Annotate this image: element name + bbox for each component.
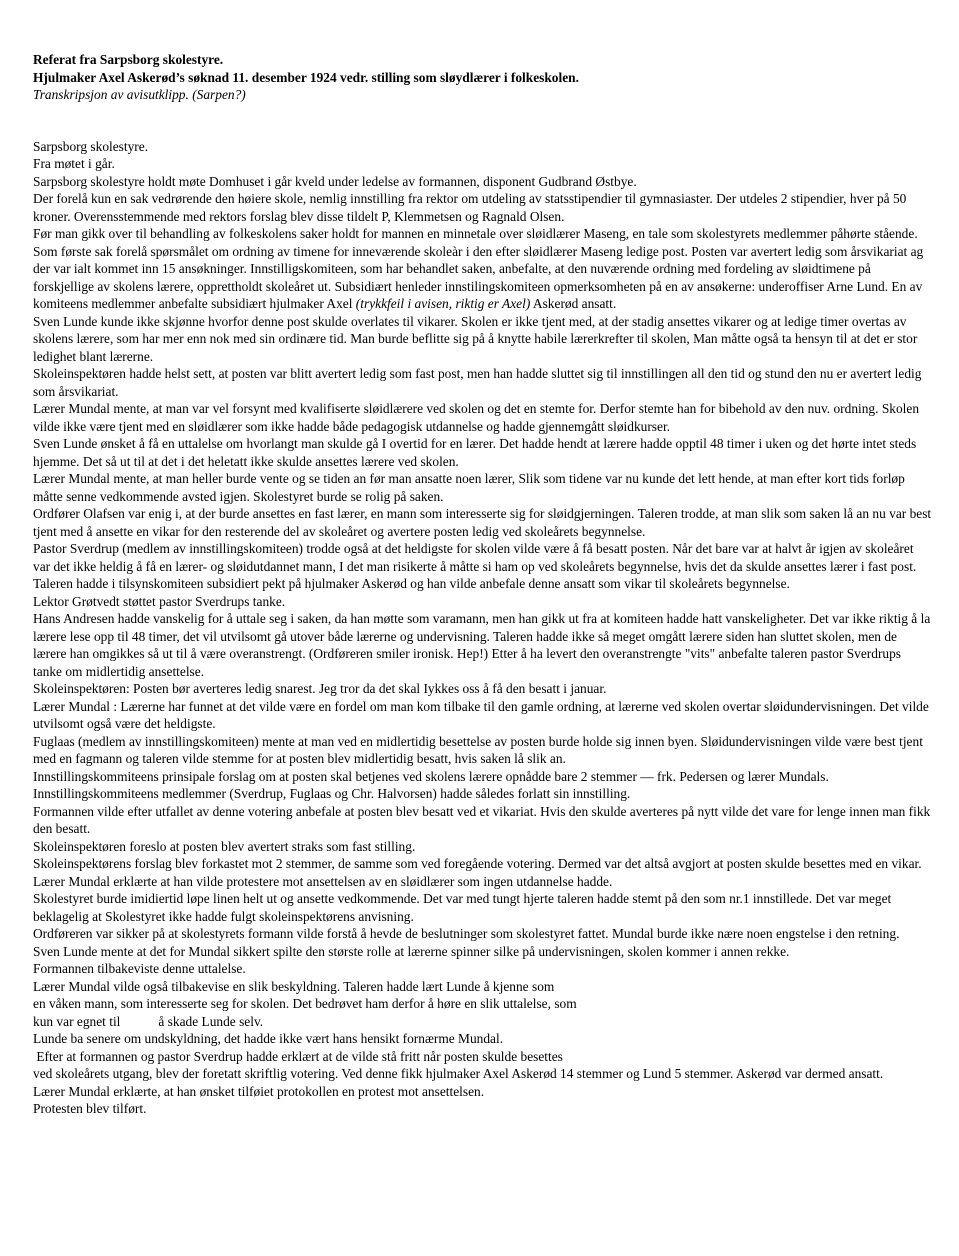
document-page xyxy=(33,51,933,1118)
paragraph xyxy=(33,1013,933,1031)
paragraph: Formannen vilde efter utfallet av denne votering anbefale at posten blev besatt ved et vikariat. Hvis den skulde averteres på nytt vilde det vare for lenge innen man fikk den besatt. xyxy=(33,803,931,836)
paragraph: Lærer Mundal erklærte, at han ønsket tilføiet protokollen en protest mot ansettelsen. xyxy=(33,1083,485,1099)
paragraph: Lærer Mundal mente, at man var vel forsynt med kvalifiserte sløidlærere ved skolen og det en stemte for. Derfor stemte han for bibehold av den nuv. ordning. Skolen vilde ikke være tjent med en sløidlærer som ikke hadde både pedagogisk utdannelse og hadde gjennemgått sløidkurser. xyxy=(33,401,920,434)
paragraph: Protesten blev tilført. xyxy=(33,1101,147,1116)
paragraph: Lærer Mundal erklærte at han vilde protestere mot ansettelsen av en sløidlærer som ingen utdannelse hadde. xyxy=(33,873,613,889)
paragraph: Lunde ba senere om undskyldning, det hadde ikke vært hans hensikt fornærme Mundal. xyxy=(33,1031,504,1046)
paragraph: Ordføreren var sikker på at skolestyrets formann vilde forstå å hevde de beslutninger som skolestyret fattet. Mundal burde ikke nære noen engstelse i den retning. xyxy=(33,926,900,941)
document-subtitle: Hjulmaker Axel Askerød’s søknad 11. desember 1924 vedr. stilling som sløydlærer i folkeskolen. xyxy=(33,69,579,85)
document-title: Referat fra Sarpsborg skolestyre. xyxy=(33,52,224,67)
paragraph: Skoleinspektøren foreslo at posten blev avertert straks som fast stilling. xyxy=(33,838,416,854)
paragraph: Fra møtet i går. xyxy=(33,156,115,171)
paragraph: Lærer Mundal mente, at man heller burde vente og se tiden an før man ansatte noen lærer, Slik som tidene var nu kunde det lett hende, at man efter kort tids forløp måtte senne vedkommende avsted igjen. Skolestyret burde se rolig på saken. xyxy=(33,471,905,504)
paragraph: Innstillingskommiteens prinsipale forslag om at posten skal betjenes ved skolens lærere opnådde bare 2 stemmer — frk. Pedersen og lærer Mundals. Innstillingskommiteens medlemmer (Sverdrup, Fuglaas og Chr. Halvorsen) hadde således forlatt sin innstilling. xyxy=(33,768,829,801)
paragraph: Sven Lunde ønsket å få en uttalelse om hvorlangt man skulde gå I overtid for en lærer. Det hadde hendt at lærere hadde opptil 48 timer i uken og det hørte intet steds hjemme. Det så ut til at det i det heletatt ikke skulde ansettes lærere ved skolen. xyxy=(33,436,917,469)
paragraph xyxy=(33,243,933,313)
paragraph: Før man gikk over til behandling av folkeskolens saker holdt for mannen en minnetale over sløidlærer Maseng, en tale som skolestyrets medlemmer påhørte stående. xyxy=(33,226,918,241)
paragraph: en våken mann, som interesserte seg for skolen. Det bedrøvet ham derfor å høre en slik uttalelse, som xyxy=(33,996,577,1011)
paragraph: Skoleinspektørens forslag blev forkastet mot 2 stemmer, de samme som ved foregående votering. Dermed var det altså avgjort at posten skulde besettes med en vikar. xyxy=(33,856,922,871)
editor-note: (trykkfeil i avisen, riktig er Axel) xyxy=(355,296,531,311)
spacer xyxy=(33,104,933,138)
paragraph-text: Som første sak forelå spørsmålet om ordning av timene for inneværende skoleàr i den efter sløidlærer Maseng ledige post. Posten var avertert ledig som årsvikariat ag der var ialt kommet inn 15 ansøkninger. Innstilligskomiteen, som har behandlet saken, anbefalte, at den nuværende ordning med fordeling av sløidtimene på forskjellige av skolens lærere, opprettholdt skoleåret ut. Subsidiært henleder innstilingskomiteen opmerksomheten på en av ansøkerne: underoffiser Arne Lund. En av komiteens medlemmer anbefalte subsidiært hjulmaker Axel xyxy=(33,243,924,311)
paragraph-text: kun var egnet til xyxy=(33,1013,121,1029)
paragraph: Skoleinspektøren hadde helst sett, at posten var blitt avertert ledig som fast post, men han hadde sluttet sig til innstillingen all den tid og stund den nu er avertert ledig som årsvikariat. xyxy=(33,366,922,399)
paragraph-text: Askerød ansatt. xyxy=(532,296,617,311)
paragraph: Lærer Mundal vilde også tilbakevise en slik beskyldning. Taleren hadde lært Lunde å kjenne som xyxy=(33,978,555,994)
paragraph: Skolestyret burde imidiertid løpe linen helt ut og ansette vedkommende. Det var med tungt hjerte taleren hadde stemt på den som nr.1 innstillede. Det var meget beklagelig at Skolestyret ikke hadde fulgt skoleinspektørens anvisning. xyxy=(33,891,892,924)
paragraph: Sven Lunde kunde ikke skjønne hvorfor denne post skulde overlates til vikarer. Skolen er ikke tjent med, at der stadig ansettes vikarer og at ledige timer overtas av skolens lærere, som har mer enn nok med sin ordinære tid. Man burde beflitte sig på å knytte habile lærerkrefter til skolen, Man måtte også ta hensyn til at det er stor ledighet blant lærerne. xyxy=(33,313,918,364)
paragraph: Sven Lunde mente at det for Mundal sikkert spilte den største rolle at lærerne spinner silke på undervisningen, skolen kommer i annen rekke. xyxy=(33,943,790,959)
paragraph: Lærer Mundal : Lærerne har funnet at det vilde være en fordel om man kom tilbake til den gamle ordning, at lærerne ved skolen overtar sløidundervisningen. Det vilde utvilsomt også være det heldigste. xyxy=(33,698,929,731)
paragraph: Lektor Grøtvedt støttet pastor Sverdrups tanke. xyxy=(33,593,286,609)
paragraph: Fuglaas (medlem av innstillingskomiteen) mente at man ved en midlertidig besettelse av posten burde holde sig innen byen. Sløidundervisningen vilde være best tjent med en fagmann og taleren vilde stemme for at posten blev midlertidig besatt, hvis saken lå slik an. xyxy=(33,733,923,766)
paragraph: Pastor Sverdrup (medlem av innstillingskomiteen) trodde også at det heldigste for skolen vilde være å få besatt posten. Når det bare var at halvt år igjen av skoleåret var det ikke heldig å få en lærer- og sløidutdannet mann, I det man risikerte å måtte si ham op ved skoleårets begynnelse, hvis det da skulde ansettes lærer i fast post. Taleren hadde i tilsynskomiteen subsidiert pekt på hjulmaker Askerød og han vilde anbefale denne ansatt som vikar til skoleårets begynnelse. xyxy=(33,541,917,591)
paragraph: Sarpsborg skolestyre holdt møte Domhuset i går kveld under ledelse av formannen, disponent Gudbrand Østbye. xyxy=(33,173,637,189)
paragraph: Sarpsborg skolestyre. xyxy=(33,138,149,154)
paragraph: Ordfører Olafsen var enig i, at der burde ansettes en fast lærer, en mann som interesserte sig for sløidgjerningen. Taleren trodde, at man slik som saken lå an nu var best tjent med å ansette en vikar for den resterende del av skoleåret og avertere posten ledig ved skoleårets begynnelse. xyxy=(33,506,932,539)
paragraph: ved skoleårets utgang, blev der foretatt skriftlig votering. Ved denne fikk hjulmaker Axel Askerød 14 stemmer og Lund 5 stemmer. Askerød var dermed ansatt. xyxy=(33,1066,884,1081)
paragraph: Hans Andresen hadde vanskelig for å uttale seg i saken, da han møtte som varamann, men han gikk ut fra at komiteen hadde hatt vanskeligheter. Det var ikke riktig å la lærere lese opp til 48 timer, det vil utvilsomt gå utover både lærerne og undervisning. Taleren hadde ikke så meget omgått lærere siden han sluttet skolen, men de lærere han omgikkes så ut til å være overanstrengt. (Ordføreren smiler ironisk. Hep!) Etter å ha levert den overanstrengte "vits" anbefalte taleren pastor Sverdrups tanke om midlertidig ansettelse. xyxy=(33,611,931,679)
paragraph: Formannen tilbakeviste denne uttalelse. xyxy=(33,961,246,976)
paragraph-text: å skade Lunde selv. xyxy=(158,1013,264,1029)
paragraph: Der forelå kun en sak vedrørende den høiere skole, nemlig innstilling fra rektor om utdeling av statsstipendier til gymnasiaster. Der utdeles 2 stipendier, hver på 50 kroner. Overensstemmende med rektors forslag blev disse tildelt P, Klemmetsen og Ragnald Olsen. xyxy=(33,191,907,224)
transcription-note: Transkripsjon av avisutklipp. (Sarpen?) xyxy=(33,87,246,102)
paragraph: Efter at formannen og pastor Sverdrup hadde erklært at de vilde stå fritt når posten skulde besettes xyxy=(33,1048,563,1064)
paragraph: Skoleinspektøren: Posten bør averteres ledig snarest. Jeg tror da det skal Iykkes oss å få den besatt i januar. xyxy=(33,681,607,696)
